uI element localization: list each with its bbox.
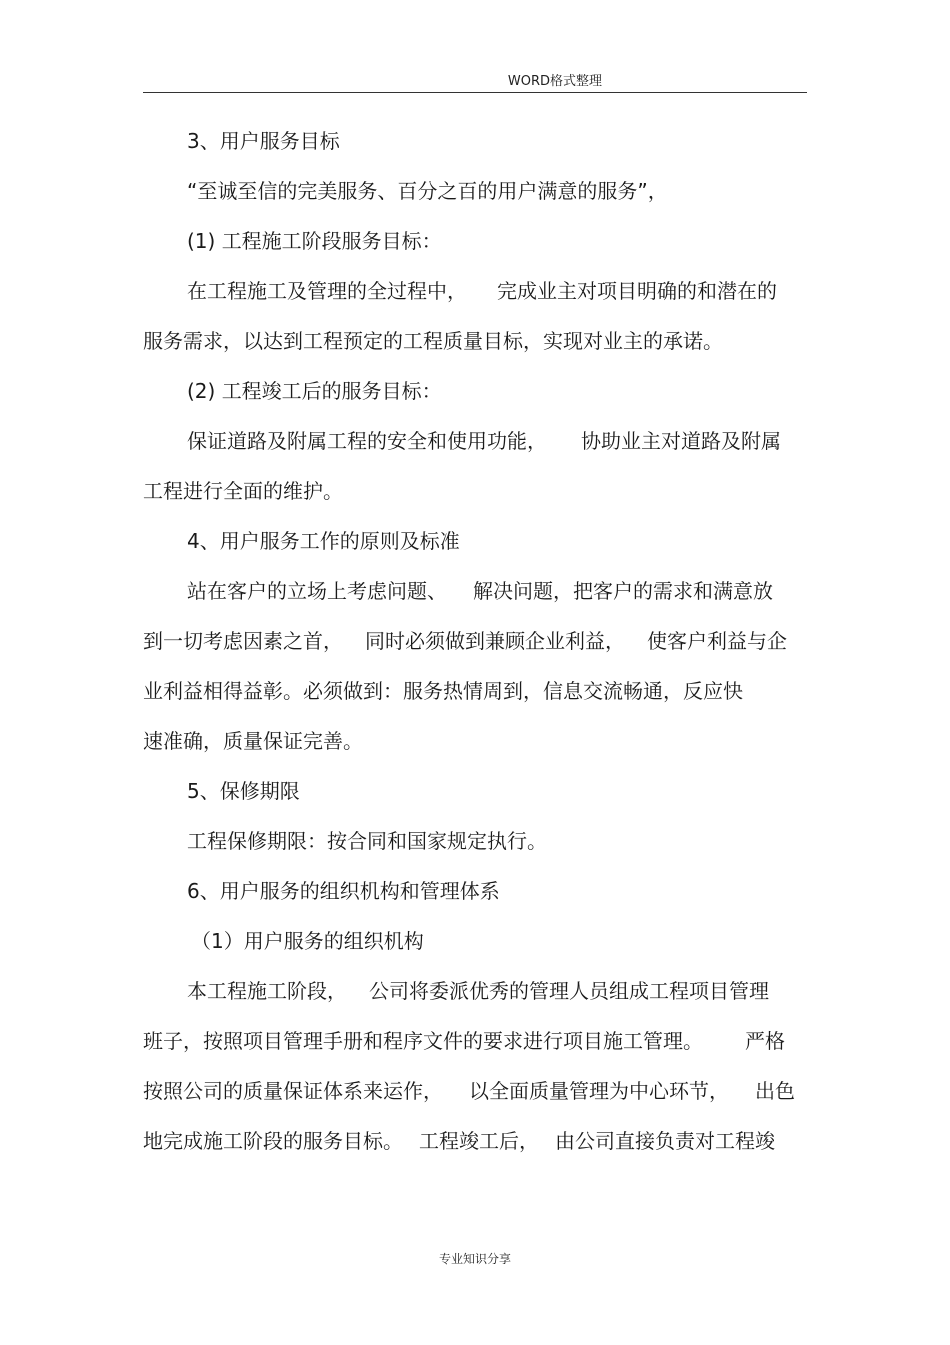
heading-service-principles: 4、用户服务工作的原则及标准	[187, 529, 460, 553]
page-header	[143, 64, 807, 93]
paragraph-line: 地完成施工阶段的服务目标。 工程竣工后， 由公司直接负责对工程竣	[143, 1129, 775, 1153]
paragraph-line: 站在客户的立场上考虑问题、 解决问题，把客户的需求和满意放	[187, 579, 773, 603]
subheading-organization-structure: （1）用户服务的组织机构	[191, 929, 424, 953]
paragraph-line: 保证道路及附属工程的安全和使用功能， 协助业主对道路及附属	[187, 429, 781, 453]
paragraph-line: 按照公司的质量保证体系来运作， 以全面质量管理为中心环节， 出色	[143, 1079, 795, 1103]
page-footer	[0, 1250, 950, 1267]
paragraph-line: 工程进行全面的维护。	[143, 479, 343, 503]
paragraph-line: 本工程施工阶段， 公司将委派优秀的管理人员组成工程项目管理	[187, 979, 769, 1003]
paragraph-line: 业利益相得益彰。必须做到：服务热情周到，信息交流畅通，反应快	[143, 679, 743, 703]
paragraph-line: 服务需求，以达到工程预定的工程质量目标，实现对业主的承诺。	[143, 329, 723, 353]
paragraph-line: 班子，按照项目管理手册和程序文件的要求进行项目施工管理。 严格	[143, 1029, 785, 1053]
paragraph-line: 在工程施工及管理的全过程中， 完成业主对项目明确的和潜在的	[187, 279, 777, 303]
subheading-construction-goal: (1) 工程施工阶段服务目标：	[187, 229, 442, 253]
paragraph-line: 速准确，质量保证完善。	[143, 729, 363, 753]
footer-text: 专业知识分享	[438, 1252, 511, 1266]
document-body	[143, 116, 807, 1166]
heading-warranty-period: 5、保修期限	[187, 779, 300, 803]
subheading-completion-goal: (2) 工程竣工后的服务目标：	[187, 379, 442, 403]
header-title: WORD格式整理	[507, 74, 602, 89]
heading-organization: 6、用户服务的组织机构和管理体系	[187, 879, 500, 903]
paragraph-line: 到一切考虑因素之首， 同时必须做到兼顾企业利益， 使客户利益与企	[143, 629, 787, 653]
paragraph-line: “至诚至信的完美服务、百分之百的用户满意的服务”，	[187, 179, 668, 203]
heading-service-goal: 3、用户服务目标	[187, 129, 340, 153]
paragraph-line: 工程保修期限：按合同和国家规定执行。	[187, 829, 547, 853]
